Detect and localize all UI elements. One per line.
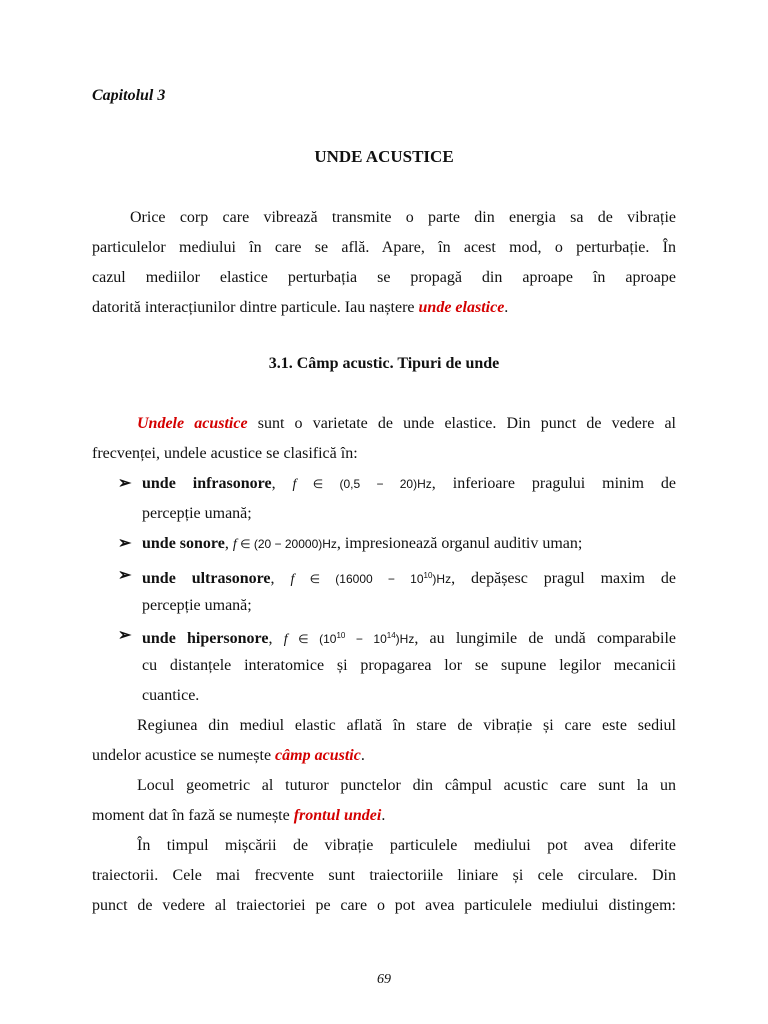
chapter-title: UNDE ACUSTICE xyxy=(314,147,454,166)
bullet-arrow-icon: ➢ xyxy=(118,567,132,584)
formula-sonore: f ∈ (20 − 20000)Hz xyxy=(232,537,337,552)
p2-line-2: frecvenței, undele acustice se clasifică în: xyxy=(92,445,358,462)
bullet-arrow-icon: ➢ xyxy=(118,627,132,644)
p5-line-2: traiectorii. Cele mai frecvente sunt traiectoriile liniare și cele circulare. Din xyxy=(92,867,676,884)
p5-line-1: În timpul mișcării de vibrație particulele mediului pot avea diferite xyxy=(137,837,676,854)
chapter-label: Capitolul 3 xyxy=(92,87,166,104)
p2-line-1: Undele acustice sunt o varietate de unde elastice. Din punct de vedere al xyxy=(137,415,676,432)
bullet-sonore: unde sonore, f ∈ (20 − 20000)Hz, impresionează organul auditiv uman; xyxy=(142,535,583,552)
bullet-hipersonore: unde hipersonore, f ∈ $(10^{10} - 10^{14})Hz$, au lungimile de undă comparabile xyxy=(142,630,677,647)
p5-line-3: punct de vedere al traiectoriei pe care o pot avea particulele mediului distingem: xyxy=(92,897,676,914)
intro-line-1: Orice corp care vibrează transmite o parte din energia sa de vibrație xyxy=(130,209,676,226)
bullet-ultrasonore: unde ultrasonore, f ∈ $(16000 - 10^{10})Hz$, depășesc pragul maxim de xyxy=(142,570,677,587)
term-camp-acustic: câmp acustic xyxy=(275,747,361,764)
p3-line-2: undelor acustice se numește câmp acustic. xyxy=(92,747,365,764)
p4-line-2: moment dat în fază se numește frontul undei. xyxy=(92,807,386,824)
bullet-arrow-icon: ➢ xyxy=(118,535,132,552)
term-unde-elastice: unde elastice xyxy=(418,299,505,316)
p3-line-1: Regiunea din mediul elastic aflată în stare de vibrație și care este sediul xyxy=(137,717,676,734)
term-frontul-undei: frontul undei xyxy=(293,807,382,824)
intro-line-3: cazul mediilor elastice perturbația se propagă din aproape în aproape xyxy=(92,269,676,286)
bullet-arrow-icon: ➢ xyxy=(118,475,132,492)
intro-line-4: datorită interacțiunilor dintre particule. Iau naștere unde elastice. xyxy=(92,299,509,316)
formula-ultrasonore: f ∈ $(16000 - 10^{10})Hz$ xyxy=(290,571,452,587)
bullet-infrasonore: unde infrasonore, f ∈ (0,5 − 20)Hz, inferioare pragului minim de xyxy=(142,475,677,492)
bullet-infrasonore-line-2: percepție umană; xyxy=(142,505,252,522)
section-title: 3.1. Câmp acustic. Tipuri de unde xyxy=(268,355,500,372)
formula-infrasonore: f ∈ (0,5 − 20)Hz xyxy=(292,477,432,492)
formula-hipersonore: f ∈ $(10^{10} - 10^{14})Hz$ xyxy=(283,631,415,647)
term-undele-acustice: Undele acustice xyxy=(137,415,248,432)
bullet-hipersonore-line-3: cuantice. xyxy=(142,687,200,704)
bullet-ultrasonore-line-2: percepție umană; xyxy=(142,597,252,614)
page-number: 69 xyxy=(377,972,391,987)
bullet-hipersonore-line-2: cu distanțele interatomice și propagarea lor se supune legilor mecanicii xyxy=(142,657,676,674)
intro-line-2: particulelor mediului în care se află. Apare, în acest mod, o perturbație. În xyxy=(92,239,676,256)
p4-line-1: Locul geometric al tuturor punctelor din câmpul acustic care sunt la un xyxy=(137,777,676,794)
